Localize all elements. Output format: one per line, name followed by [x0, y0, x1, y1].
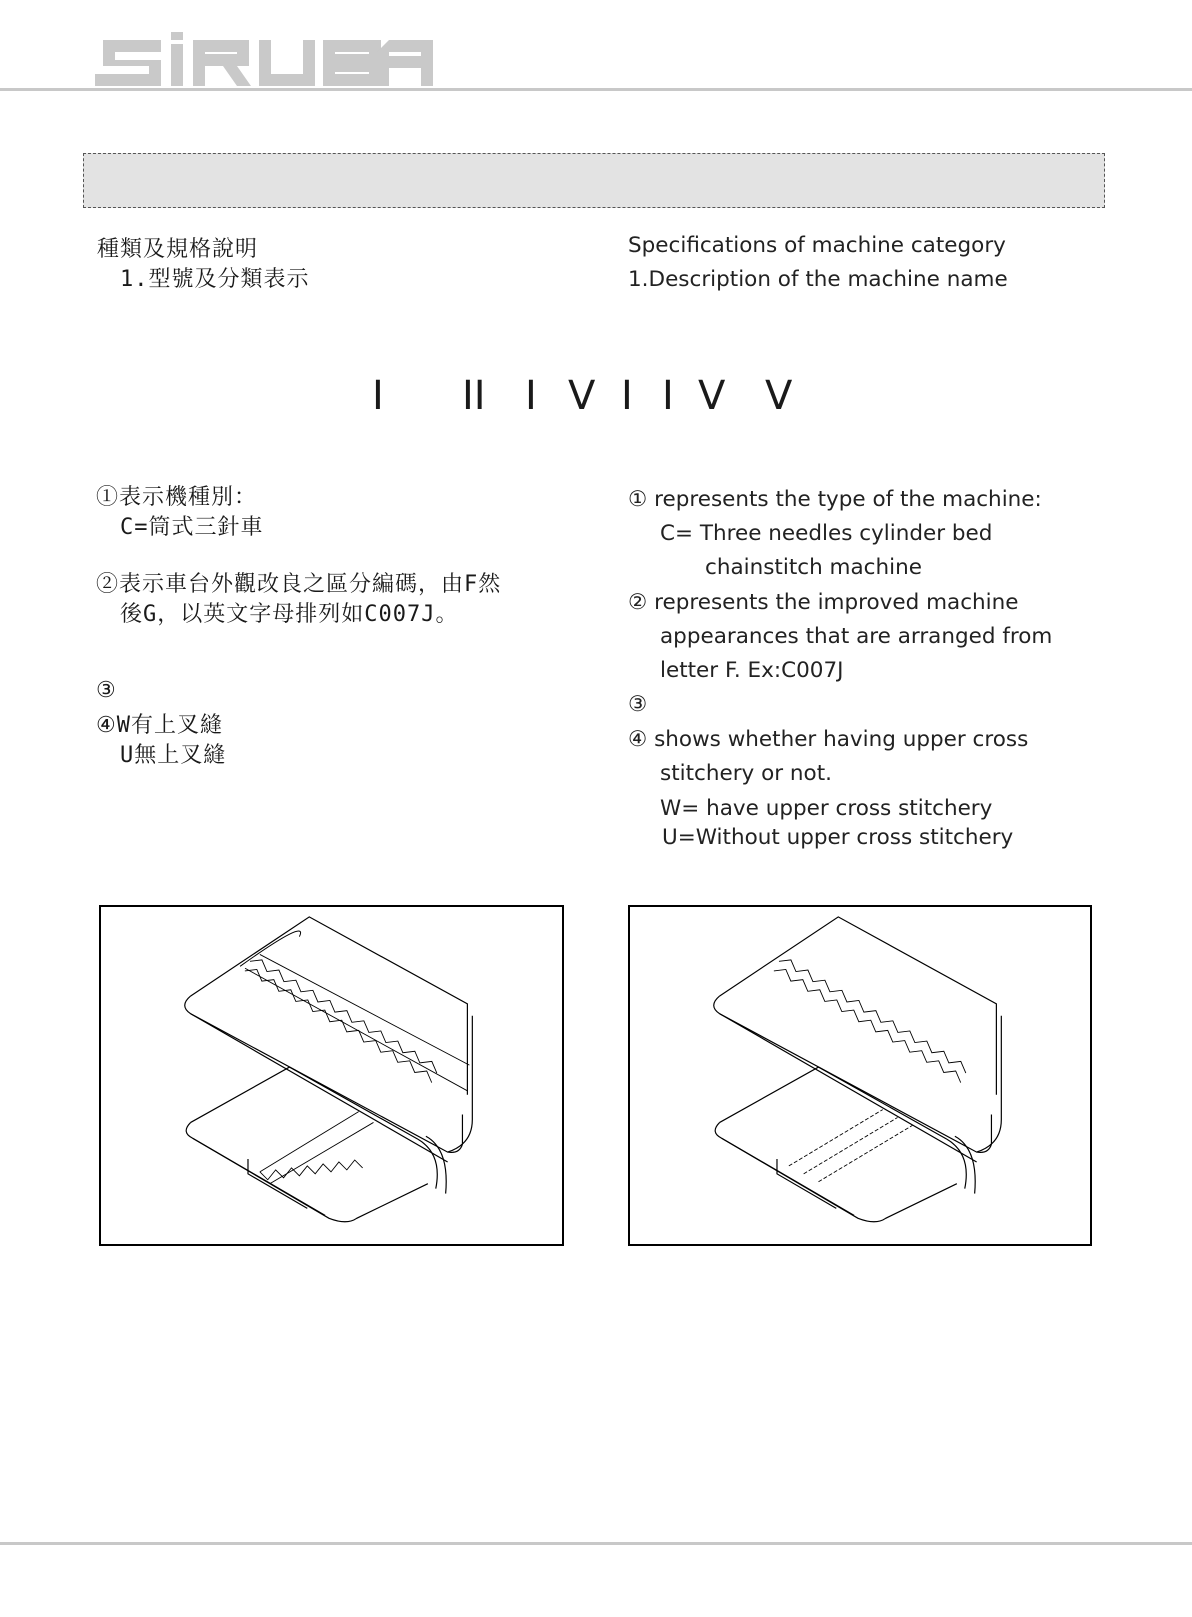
en-item2-line2: appearances that are arranged from [660, 624, 1053, 649]
en-item2-line1: ② represents the improved machine [628, 590, 1019, 615]
fabric-u-drawing [630, 907, 1090, 1244]
en-item2-line3: letter F. Ex:C007J [660, 658, 844, 683]
zh-item1-detail: C=筒式三針車 [120, 515, 264, 540]
zh-item2-line2: 後G，以英文字母排列如C007J。 [120, 602, 459, 627]
code-mark-2: II [462, 373, 486, 419]
code-mark-1: I [372, 373, 384, 419]
zh-heading: 種類及規格說明 [97, 237, 259, 262]
en-subheading: 1.Description of the machine name [628, 267, 1008, 292]
code-mark-6: I [662, 373, 674, 419]
code-mark-7: V [698, 373, 726, 419]
code-mark-8: V [765, 373, 793, 419]
en-item1-line2: chainstitch machine [705, 555, 922, 580]
code-mark-5: I [621, 373, 633, 419]
zh-item2-line1: ②表示車台外觀改良之區分編碼，由F然 [96, 572, 502, 597]
en-item4-line2: stitchery or not. [660, 761, 832, 786]
section-banner [83, 153, 1105, 208]
code-mark-3: I [525, 373, 537, 419]
zh-item1-title: ①表示機種別： [96, 485, 258, 510]
en-item1-title: ① represents the type of the machine: [628, 487, 1042, 512]
illustration-no-upper-cross-stitch [628, 905, 1092, 1246]
illustration-upper-cross-stitch [99, 905, 564, 1246]
header-rule [0, 88, 1192, 91]
code-mark-4: V [568, 373, 596, 419]
en-heading: Specifications of machine category [628, 233, 1006, 258]
en-item1-line1: C= Three needles cylinder bed [660, 521, 993, 546]
siruba-logo [95, 30, 435, 92]
en-item3: ③ [628, 692, 648, 717]
zh-item4-line2: U無上叉縫 [120, 743, 227, 768]
en-item4-line3: W= have upper cross stitchery [660, 796, 993, 821]
footer-rule [0, 1542, 1192, 1545]
zh-subheading: 1.型號及分類表示 [120, 267, 310, 292]
zh-item3: ③ [96, 678, 117, 703]
zh-item4-line1: ④W有上叉縫 [96, 713, 223, 738]
fabric-w-drawing [101, 907, 562, 1244]
en-item4-line4: U=Without upper cross stitchery [662, 825, 1014, 850]
en-item4-line1: ④ shows whether having upper cross [628, 727, 1029, 752]
